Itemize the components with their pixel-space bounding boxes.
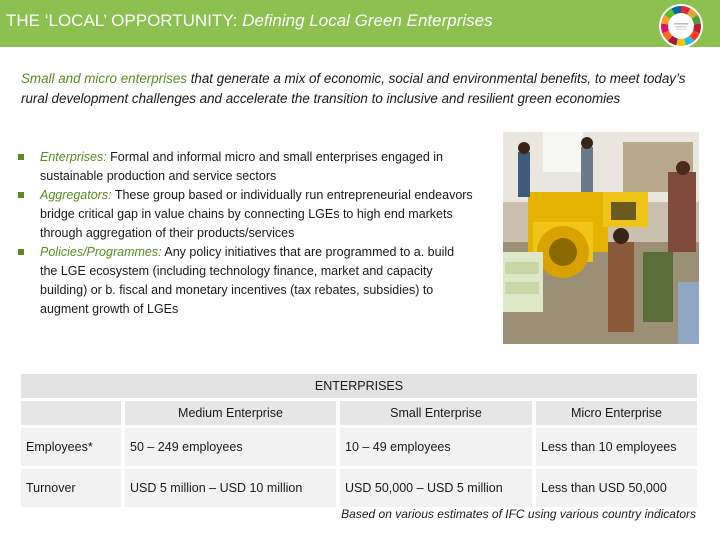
title-prefix: THE ‘LOCAL’ OPPORTUNITY: bbox=[6, 11, 238, 30]
bullet-term: Aggregators: bbox=[40, 188, 112, 202]
bullet-text: Formal and informal micro and small enterprises engaged in sustainable production and service sectors bbox=[40, 150, 443, 183]
column-header-empty bbox=[21, 401, 121, 425]
table-cell: USD 5 million – USD 10 million bbox=[125, 469, 336, 507]
bullet-square-icon bbox=[18, 154, 24, 160]
title-bar bbox=[0, 0, 720, 47]
workers-with-brick-machine-photo bbox=[503, 132, 699, 344]
bullet-square-icon bbox=[18, 192, 24, 198]
table-banner: ENTERPRISES bbox=[21, 374, 697, 398]
source-note: Based on various estimates of IFC using various country indicators bbox=[341, 507, 696, 521]
column-header-small: Small Enterprise bbox=[340, 401, 532, 425]
sdg-wheel-logo bbox=[658, 3, 704, 49]
bullet-text: Any policy initiatives that are programmed to a. build the LGE ecosystem (including technology finance, market and capacity building) or b. fiscal and monetary incentives (tax rebates, subsidies) to augment growth of LGEs bbox=[40, 245, 455, 316]
intro-paragraph bbox=[21, 69, 693, 109]
table-row bbox=[21, 428, 699, 466]
row-label-employees: Employees* bbox=[21, 428, 121, 466]
bullet-term: Policies/Programmes: bbox=[40, 245, 162, 259]
table-row bbox=[21, 469, 699, 507]
bullet-term: Enterprises: bbox=[40, 150, 107, 164]
list-item bbox=[18, 243, 474, 319]
intro-lead: Small and micro enterprises bbox=[21, 71, 187, 86]
table-cell: Less than 10 employees bbox=[536, 428, 697, 466]
table-cell: USD 50,000 – USD 5 million bbox=[340, 469, 532, 507]
table-cell: 10 – 49 employees bbox=[340, 428, 532, 466]
column-header-medium: Medium Enterprise bbox=[125, 401, 336, 425]
table-cell: Less than USD 50,000 bbox=[536, 469, 697, 507]
bullet-text: These group based or individually run entrepreneurial endeavors bridge critical gap in value chains by connecting LGEs to high end markets through aggregation of their products/services bbox=[40, 188, 473, 240]
definition-list bbox=[18, 148, 474, 319]
intro-text: that generate a mix of economic, social and environmental benefits, to meet today’s rural development challenges and accelerate the transition to inclusive and resilient green economies bbox=[21, 71, 686, 106]
column-header-micro: Micro Enterprise bbox=[536, 401, 697, 425]
bullet-square-icon bbox=[18, 249, 24, 255]
table-banner-row bbox=[21, 374, 699, 398]
enterprise-size-table bbox=[21, 374, 699, 507]
row-label-turnover: Turnover bbox=[21, 469, 121, 507]
title-emphasis: Defining Local Green Enterprises bbox=[242, 11, 493, 30]
list-item bbox=[18, 186, 474, 243]
page-title bbox=[6, 11, 493, 31]
table-cell: 50 – 249 employees bbox=[125, 428, 336, 466]
table-header-row bbox=[21, 401, 699, 425]
list-item bbox=[18, 148, 474, 186]
